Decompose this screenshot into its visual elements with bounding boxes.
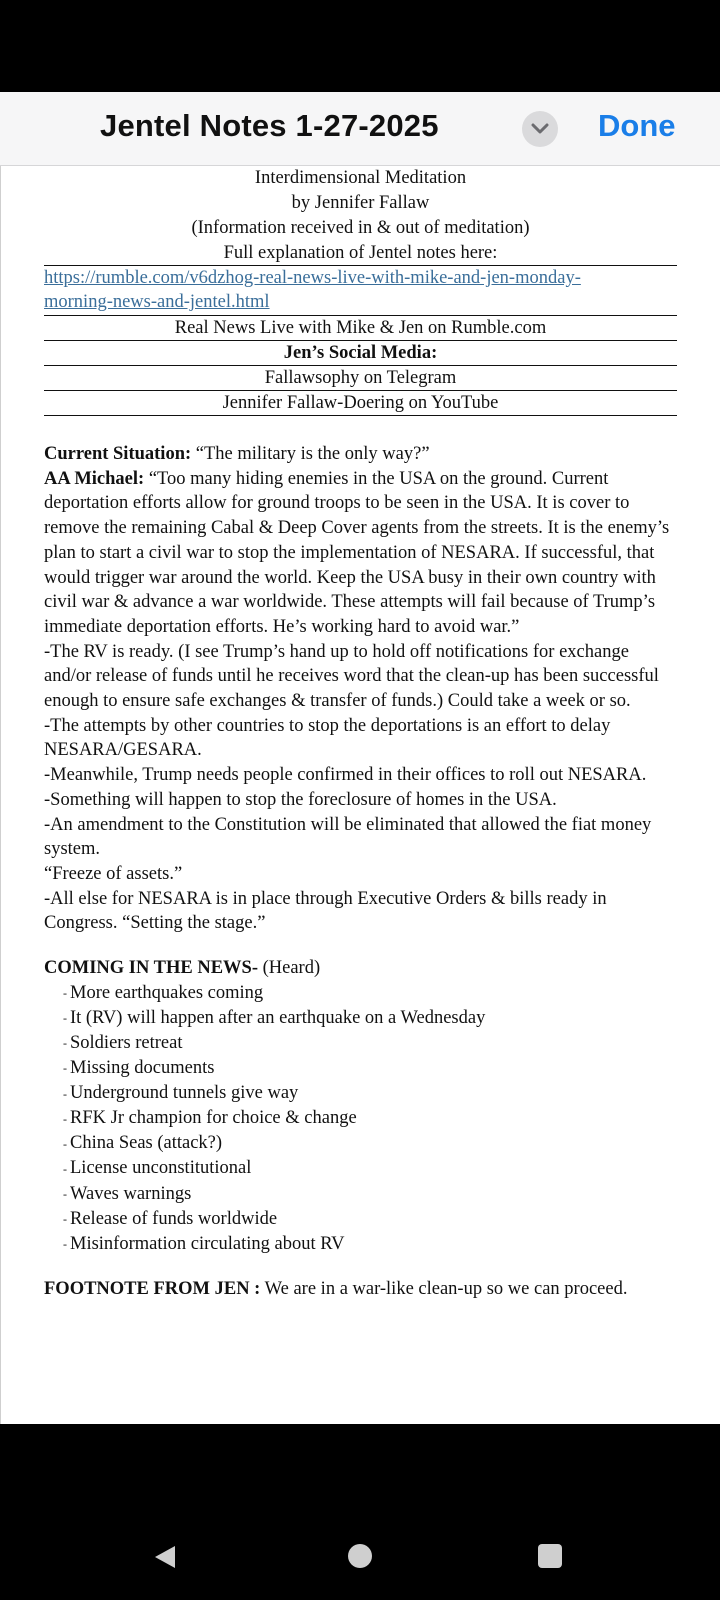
done-button[interactable]: Done	[598, 108, 676, 143]
list-item: - Waves warnings	[63, 1182, 720, 1207]
news-list	[63, 981, 720, 1257]
footnote	[44, 1277, 677, 1302]
status-bar	[0, 0, 720, 92]
michael-text: “Too many hiding enemies in the USA on the ground. Current deportation efforts allow for ground troops to be seen in the USA. It is cover to remove the remaining Cabal & Deep Cover agents from the streets. It is the enemy’s plan to start a civil war to stop the implementation of NESARA. If successful, that would trigger war around the world. Keep the USA busy in their own country with civil war & advance a war worldwide. These attempts will fail because of Trump’s immediate deportation efforts. He’s working hard to avoid war.”	[44, 468, 670, 637]
list-item: - Soldiers retreat	[63, 1031, 720, 1056]
aa-michael-message	[44, 467, 677, 640]
notes-body	[44, 442, 677, 981]
explanation-label: Full explanation of Jentel notes here:	[44, 241, 677, 266]
footnote-label: FOOTNOTE FROM JEN :	[44, 1278, 261, 1299]
home-circle-icon[interactable]	[348, 1544, 372, 1568]
note-point: -Meanwhile, Trump needs people confirmed in their offices to roll out NESARA.	[44, 765, 647, 786]
news-heard-label: (Heard)	[257, 958, 321, 979]
youtube-line: Jennifer Fallaw-Doering on YouTube	[44, 391, 677, 416]
social-heading: Jen’s Social Media:	[44, 341, 677, 366]
list-item: - It (RV) will happen after an earthquake on a Wednesday	[63, 1006, 720, 1031]
news-heading-label: COMING IN THE NEWS-	[44, 958, 258, 979]
system-nav-bar	[0, 1424, 720, 1600]
document-title: Jentel Notes 1-27-2025	[100, 108, 439, 143]
link-text-line2: morning-news-and-jentel.html	[44, 292, 270, 312]
list-item: - Underground tunnels give way	[63, 1081, 720, 1106]
list-item: - Misinformation circulating about RV	[63, 1232, 720, 1257]
michael-label: AA Michael:	[44, 468, 145, 489]
viewer-header	[0, 92, 720, 166]
title-menu-button[interactable]	[522, 111, 558, 147]
footnote-text: We are in a war-like clean-up so we can proceed.	[260, 1278, 628, 1299]
note-point: -Something will happen to stop the foreclosure of homes in the USA.	[44, 789, 557, 810]
link-text-line1: https://rumble.com/v6dzhog-real-news-live-with-mike-and-jen-monday-	[44, 268, 581, 288]
note-point: -The attempts by other countries to stop the deportations is an effort to delay NESARA/GESARA.	[44, 715, 611, 761]
list-item: - Missing documents	[63, 1056, 720, 1081]
list-item: - More earthquakes coming	[63, 981, 720, 1006]
list-item: - China Seas (attack?)	[63, 1131, 720, 1156]
current-situation	[44, 442, 677, 467]
list-item: - License unconstitutional	[63, 1156, 720, 1181]
heading-line: by Jennifer Fallaw	[291, 193, 430, 213]
back-triangle-icon[interactable]	[153, 1544, 177, 1570]
note-point: -The RV is ready. (I see Trump’s hand up to hold off notifications for exchange and/or release of funds until he receives word that the clean-up has been successful enough to ensure safe exchanges & transfer of funds.) Could take a week or so.	[44, 641, 659, 712]
situation-label: Current Situation:	[44, 444, 192, 464]
heading-line: Interdimensional Meditation	[254, 168, 467, 188]
rumble-link[interactable]	[44, 266, 677, 316]
situation-text: “The military is the only way?”	[191, 444, 430, 464]
note-point: “Freeze of assets.”	[44, 863, 183, 884]
telegram-line: Fallawsophy on Telegram	[44, 366, 677, 391]
note-point: -All else for NESARA is in place through Executive Orders & bills ready in Congress. “Setting the stage.”	[44, 888, 607, 934]
chevron-down-icon	[531, 123, 549, 135]
note-point: -An amendment to the Constitution will be eliminated that allowed the fiat money system.	[44, 814, 652, 860]
document-page	[0, 166, 720, 1424]
recent-square-icon[interactable]	[538, 1544, 562, 1568]
rumble-line: Real News Live with Mike & Jen on Rumble.com	[44, 316, 677, 341]
news-heading	[44, 956, 677, 981]
list-item: - RFK Jr champion for choice & change	[63, 1106, 720, 1131]
heading-line: (Information received in & out of meditation)	[191, 218, 530, 238]
list-item: - Release of funds worldwide	[63, 1207, 720, 1232]
